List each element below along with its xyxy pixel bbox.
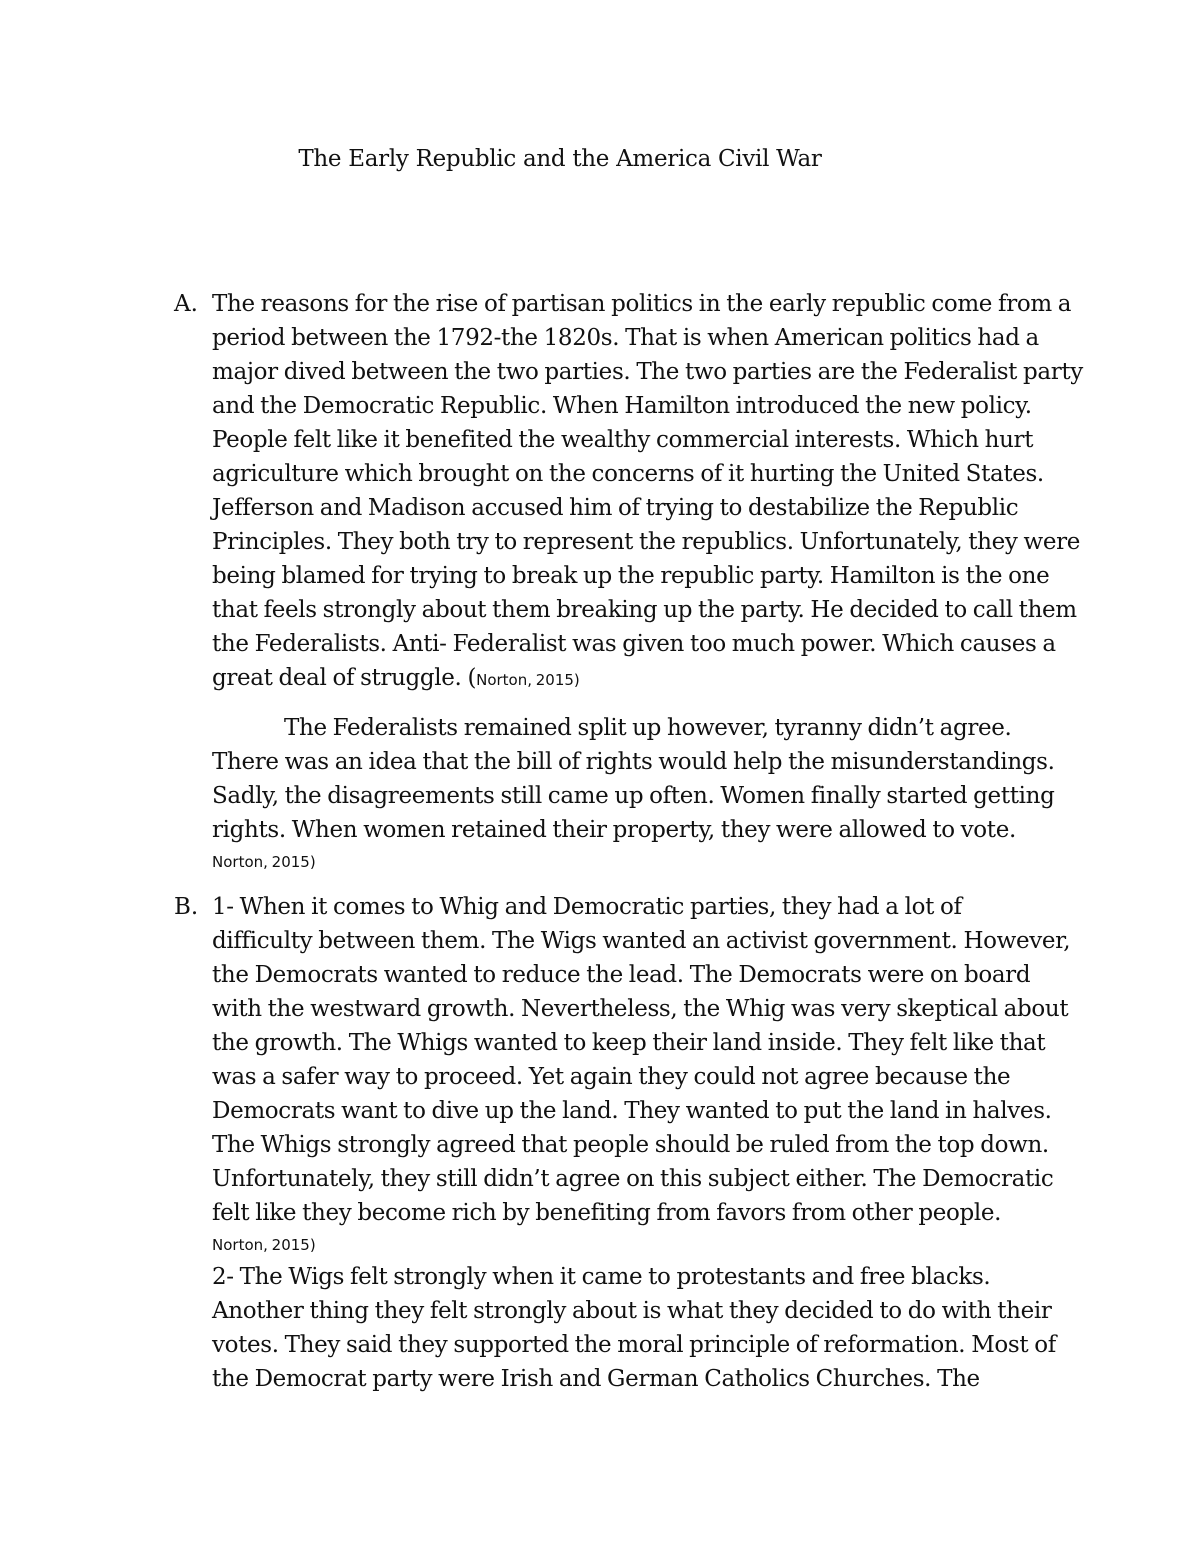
text-line: major dived between the two parties. The two parties are the Federalist party (212, 359, 1083, 385)
text-line: People felt like it benefited the wealthy commercial interests. Which hurt (212, 427, 1034, 453)
text-line: the Federalists. Anti- Federalist was given too much power. Which causes a (212, 631, 1056, 657)
text-line: rights. When women retained their property, they were allowed to vote. (212, 817, 1016, 843)
section-a-paragraph-2 (212, 711, 1062, 877)
text-line: being blamed for trying to break up the republic party. Hamilton is the one (212, 563, 1050, 589)
text-line: 1- When it comes to Whig and Democratic parties, they had a lot of (212, 894, 962, 920)
text-line: difficulty between them. The Wigs wanted an activist government. However, (212, 928, 1071, 954)
text-line: 2- The Wigs felt strongly when it came to protestants and free blacks. (212, 1264, 991, 1290)
text-line: Unfortunately, they still didn’t agree on this subject either. The Democratic (212, 1166, 1054, 1192)
text-line: the Democrat party were Irish and German Catholics Churches. The (212, 1366, 980, 1392)
text-line: Another thing they felt strongly about is what they decided to do with their (212, 1298, 1052, 1324)
citation: Norton, 2015) (476, 671, 580, 689)
text-line: Sadly, the disagreements still came up often. Women finally started getting (212, 783, 1055, 809)
text-line: votes. They said they supported the moral principle of reformation. Most of (212, 1332, 1056, 1358)
text-line: the growth. The Whigs wanted to keep their land inside. They felt like that (212, 1030, 1046, 1056)
section-letter-b: B. (174, 894, 199, 920)
text-line: the Democrats wanted to reduce the lead. The Democrats were on board (212, 962, 1031, 988)
text-line: The Whigs strongly agreed that people should be ruled from the top down. (212, 1132, 1049, 1158)
text-line: The reasons for the rise of partisan politics in the early republic come from a (212, 291, 1072, 317)
text-line: Jefferson and Madison accused him of trying to destabilize the Republic (212, 495, 1019, 521)
document-title: The Early Republic and the America Civil War (298, 146, 822, 172)
text-line: and the Democratic Republic. When Hamilton introduced the new policy. (212, 393, 1032, 419)
text-line: Principles. They both try to represent the republics. Unfortunately, they were (212, 529, 1080, 555)
text-line-last (212, 661, 1062, 695)
text-line: Democrats want to dive up the land. They wanted to put the land in halves. (212, 1098, 1052, 1124)
text-fragment: great deal of struggle. ( (212, 665, 477, 691)
citation: Norton, 2015) (212, 1236, 316, 1254)
text-line: The Federalists remained split up however, tyranny didn’t agree. (284, 715, 1012, 741)
text-line: with the westward growth. Nevertheless, the Whig was very skeptical about (212, 996, 1069, 1022)
text-line: was a safer way to proceed. Yet again they could not agree because the (212, 1064, 1011, 1090)
section-a-paragraph-1 (212, 287, 1083, 695)
text-line: There was an idea that the bill of rights would help the misunderstandings. (212, 749, 1055, 775)
text-line: period between the 1792-the 1820s. That is when American politics had a (212, 325, 1039, 351)
text-line: that feels strongly about them breaking up the party. He decided to call them (212, 597, 1077, 623)
text-line: felt like they become rich by benefiting from favors from other people. (212, 1200, 1002, 1226)
section-b-part-1 (212, 890, 1071, 1396)
section-letter-a: A. (174, 291, 198, 317)
text-line: agriculture which brought on the concerns of it hurting the United States. (212, 461, 1044, 487)
citation: Norton, 2015) (212, 853, 316, 871)
